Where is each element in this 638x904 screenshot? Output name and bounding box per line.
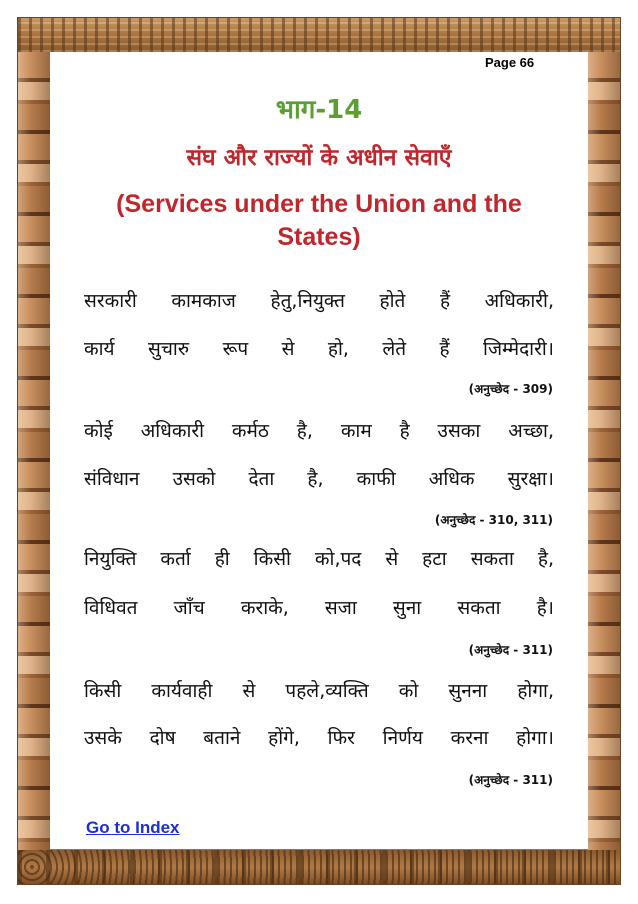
verse-line: उसके दोष बताने होंगे, फिर निर्णय करना होगा। bbox=[84, 727, 554, 749]
article-reference: (अनुच्छेद - 311) bbox=[468, 773, 553, 787]
verse-line: संविधान उसको देता है, काफी अधिक सुरक्षा। bbox=[84, 468, 554, 490]
part-title: भाग-14 bbox=[275, 95, 363, 125]
page-number: Page 66 bbox=[485, 55, 535, 70]
english-title: (Services under the Union and the States) bbox=[116, 190, 522, 251]
verse-line: कार्य सुचारु रूप से हो, लेते हैं जिम्मेदारी। bbox=[84, 338, 554, 360]
verse-line: विधिवत जाँच कराके, सजा सुना सकता है। bbox=[84, 597, 554, 619]
verse-line: सरकारी कामकाज हेतु,नियुक्त होते हैं अधिकारी, bbox=[84, 290, 554, 312]
carved-bottom-border bbox=[18, 850, 620, 884]
verse-line: नियुक्ति कर्ता ही किसी को,पद से हटा सकता है, bbox=[84, 548, 554, 570]
carved-top-border bbox=[18, 18, 620, 52]
article-reference: (अनुच्छेद - 311) bbox=[468, 643, 553, 657]
article-reference: (अनुच्छेद - 310, 311) bbox=[434, 513, 553, 527]
hindi-title: संघ और राज्यों के अधीन सेवाएँ bbox=[186, 145, 452, 171]
article-reference: (अनुच्छेद - 309) bbox=[468, 382, 553, 396]
verse-line: किसी कार्यवाही से पहले,व्यक्ति को सुनना होगा, bbox=[84, 680, 554, 702]
go-to-index-link[interactable]: Go to Index bbox=[86, 818, 180, 837]
verse-line: कोई अधिकारी कर्मठ है, काम है उसका अच्छा, bbox=[84, 420, 554, 442]
